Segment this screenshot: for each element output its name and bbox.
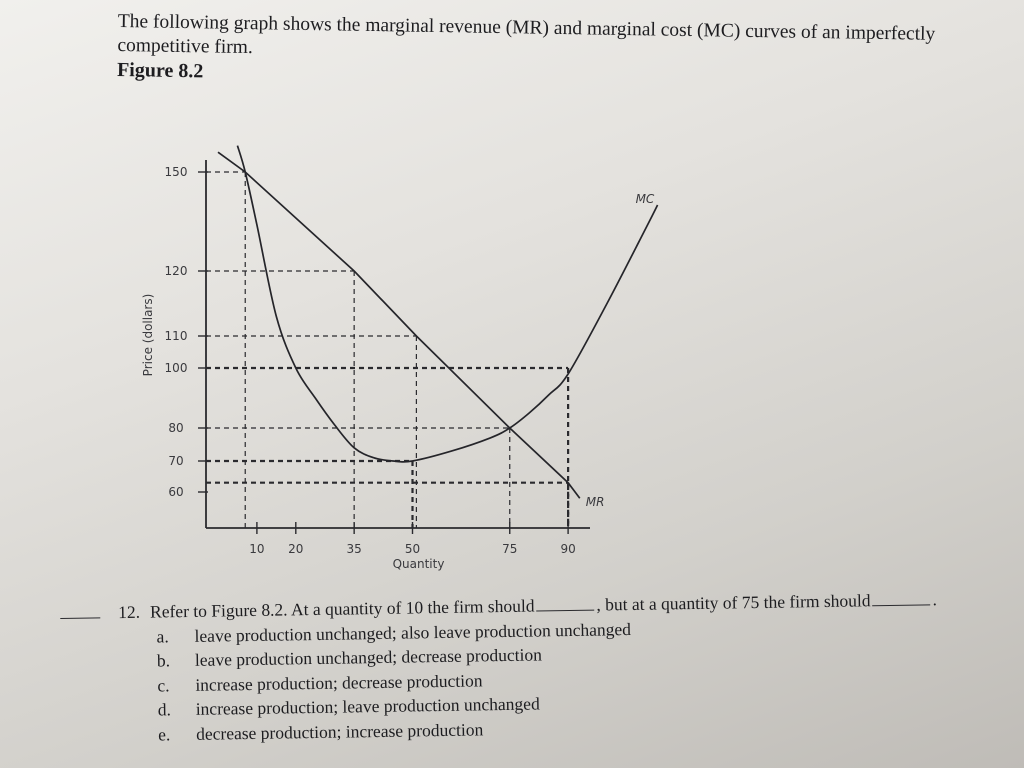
question-number: 12. [118, 601, 141, 623]
question-text-end: . [932, 589, 938, 610]
question-text-before: Refer to Figure 8.2. At a quantity of 10 the firm should [149, 595, 535, 622]
choice-letter: b. [156, 650, 171, 671]
y-tick-label: 70 [168, 454, 184, 468]
y-tick-label: 100 [164, 361, 188, 375]
x-tick-label: 35 [346, 542, 362, 556]
x-tick-label: 90 [560, 542, 576, 556]
x-tick-label: 50 [404, 542, 421, 556]
axes [198, 160, 590, 534]
choice-text: leave production unchanged; decrease production [194, 644, 543, 670]
y-tick-label: 80 [168, 421, 184, 435]
x-tick-label: 10 [249, 542, 265, 556]
y-tick-label: 110 [164, 329, 188, 343]
mc-curve-label: MC [635, 192, 655, 206]
question-12 [60, 585, 1022, 748]
y-axis-label: Price (dollars) [141, 293, 155, 377]
answer-blank[interactable] [60, 599, 100, 619]
mr-curve [218, 152, 580, 498]
figure-title: Figure 8.2 [116, 58, 204, 83]
mc-curve [237, 146, 657, 462]
x-axis-label: Quantity [392, 557, 445, 571]
y-tick-label: 150 [164, 165, 188, 179]
choices-list [156, 610, 1022, 746]
y-tick-label: 60 [168, 485, 184, 499]
choice-letter: e. [157, 723, 171, 744]
choice-letter: d. [157, 699, 172, 720]
fill-blank-1 [536, 594, 594, 612]
mr-curve-label: MR [585, 495, 605, 510]
choice-letter: a. [156, 625, 169, 646]
dashed-guides [206, 172, 568, 528]
intro-text: The following graph shows the marginal revenue (MR) and marginal cost (MC) curves of an imperfectly competitive firm. [117, 10, 936, 59]
curves [218, 146, 658, 499]
question-text-middle: , but at a quantity of 75 the firm should [596, 590, 871, 615]
x-tick-label: 20 [288, 542, 304, 556]
tick-labels [165, 165, 576, 556]
choice-text: decrease production; increase production [195, 718, 484, 744]
x-tick-label: 75 [502, 542, 518, 556]
fill-blank-2 [872, 588, 930, 606]
choice-text: increase production; decrease production [195, 669, 483, 695]
choice-text: increase production; leave production unchanged [195, 693, 540, 719]
choice-letter: c. [157, 674, 170, 695]
y-tick-label: 120 [164, 264, 188, 278]
choice-text: leave production unchanged; also leave production unchanged [194, 618, 632, 646]
